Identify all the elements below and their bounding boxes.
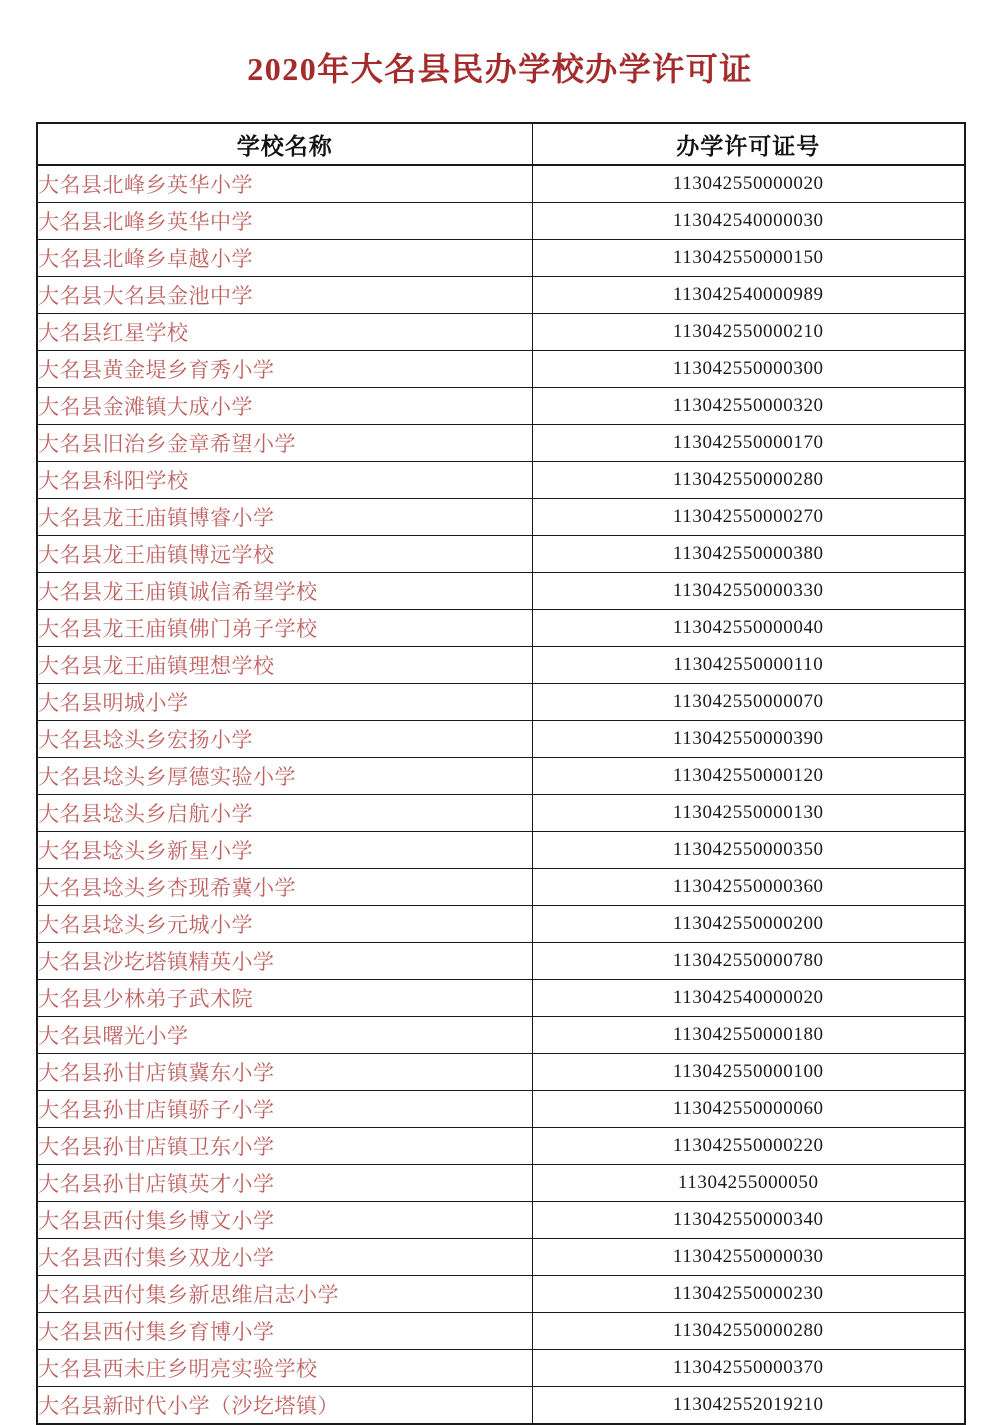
cell-school-name: 大名县少林弟子武术院 [37,980,532,1017]
table-row [37,462,965,499]
cell-school-name: 大名县孙甘店镇卫东小学 [37,1128,532,1165]
cell-license-no: 113042550000110 [532,647,965,684]
cell-license-no: 113042550000220 [532,1128,965,1165]
table-row [37,943,965,980]
table-row [37,425,965,462]
table-row [37,758,965,795]
cell-school-name: 大名县大名县金池中学 [37,277,532,314]
table-row [37,684,965,721]
table-header [37,123,965,165]
cell-license-no: 113042550000280 [532,1313,965,1350]
cell-school-name: 大名县北峰乡英华中学 [37,203,532,240]
cell-license-no: 113042550000150 [532,240,965,277]
cell-license-no: 113042550000040 [532,610,965,647]
cell-license-no: 113042550000200 [532,906,965,943]
cell-license-no: 113042550000320 [532,388,965,425]
table-row [37,499,965,536]
cell-school-name: 大名县孙甘店镇英才小学 [37,1165,532,1202]
table-row [37,1054,965,1091]
table-row [37,610,965,647]
cell-license-no: 113042550000180 [532,1017,965,1054]
cell-school-name: 大名县西付集乡博文小学 [37,1202,532,1239]
table-row [37,388,965,425]
cell-school-name: 大名县金滩镇大成小学 [37,388,532,425]
table-row [37,1017,965,1054]
page-title: 2020年大名县民办学校办学许可证 [247,51,753,87]
cell-license-no: 113042550000210 [532,314,965,351]
cell-school-name: 大名县龙王庙镇博睿小学 [37,499,532,536]
cell-school-name: 大名县龙王庙镇佛门弟子学校 [37,610,532,647]
cell-school-name: 大名县西付集乡育博小学 [37,1313,532,1350]
table-row [37,165,965,203]
cell-license-no: 113042550000360 [532,869,965,906]
cell-license-no: 113042552019210 [532,1387,965,1425]
table-row [37,277,965,314]
cell-school-name: 大名县埝头乡杏现希冀小学 [37,869,532,906]
cell-license-no: 113042550000020 [532,165,965,203]
cell-school-name: 大名县埝头乡元城小学 [37,906,532,943]
cell-license-no: 113042550000340 [532,1202,965,1239]
table-row [37,1202,965,1239]
cell-school-name: 大名县埝头乡宏扬小学 [37,721,532,758]
table-row [37,980,965,1017]
cell-license-no: 113042550000070 [532,684,965,721]
table-row [37,351,965,388]
cell-license-no: 113042550000280 [532,462,965,499]
cell-license-no: 113042550000780 [532,943,965,980]
cell-license-no: 113042550000170 [532,425,965,462]
table-row [37,832,965,869]
cell-license-no: 113042550000060 [532,1091,965,1128]
cell-license-no: 113042550000230 [532,1276,965,1313]
cell-license-no: 113042550000100 [532,1054,965,1091]
table-body [37,165,965,1424]
cell-school-name: 大名县新时代小学（沙圪塔镇） [37,1387,532,1425]
cell-license-no: 113042550000270 [532,499,965,536]
table-row [37,1276,965,1313]
table-row [37,573,965,610]
cell-school-name: 大名县埝头乡启航小学 [37,795,532,832]
cell-license-no: 113042540000989 [532,277,965,314]
table-row [37,1350,965,1387]
table-row [37,1128,965,1165]
cell-school-name: 大名县西未庄乡明亮实验学校 [37,1350,532,1387]
column-header-license-no: 办学许可证号 [532,123,965,165]
cell-school-name: 大名县西付集乡新思维启志小学 [37,1276,532,1313]
cell-school-name: 大名县黄金堤乡育秀小学 [37,351,532,388]
cell-school-name: 大名县孙甘店镇冀东小学 [37,1054,532,1091]
table-row [37,795,965,832]
license-table [36,122,966,1425]
table-row [37,647,965,684]
column-header-school-name: 学校名称 [37,123,532,165]
cell-license-no: 113042550000030 [532,1239,965,1276]
table-row [37,1387,965,1425]
cell-license-no: 113042550000390 [532,721,965,758]
cell-school-name: 大名县西付集乡双龙小学 [37,1239,532,1276]
cell-license-no: 113042550000130 [532,795,965,832]
cell-license-no: 113042550000350 [532,832,965,869]
cell-school-name: 大名县科阳学校 [37,462,532,499]
cell-school-name: 大名县北峰乡英华小学 [37,165,532,203]
cell-license-no: 113042550000330 [532,573,965,610]
cell-license-no: 113042540000030 [532,203,965,240]
table-row [37,314,965,351]
cell-license-no: 113042550000120 [532,758,965,795]
cell-license-no: 113042540000020 [532,980,965,1017]
table-row [37,869,965,906]
table-row [37,1313,965,1350]
table-row [37,1091,965,1128]
cell-school-name: 大名县孙甘店镇骄子小学 [37,1091,532,1128]
cell-license-no: 11304255000050 [532,1165,965,1202]
cell-license-no: 113042550000370 [532,1350,965,1387]
cell-school-name: 大名县旧治乡金章希望小学 [37,425,532,462]
cell-school-name: 大名县龙王庙镇诚信希望学校 [37,573,532,610]
table-row [37,1239,965,1276]
cell-school-name: 大名县红星学校 [37,314,532,351]
cell-school-name: 大名县龙王庙镇博远学校 [37,536,532,573]
cell-school-name: 大名县埝头乡新星小学 [37,832,532,869]
cell-school-name: 大名县北峰乡卓越小学 [37,240,532,277]
cell-school-name: 大名县龙王庙镇理想学校 [37,647,532,684]
table-container [36,90,964,1425]
cell-license-no: 113042550000380 [532,536,965,573]
cell-school-name: 大名县明城小学 [37,684,532,721]
cell-school-name: 大名县沙圪塔镇精英小学 [37,943,532,980]
cell-license-no: 113042550000300 [532,351,965,388]
table-row [37,906,965,943]
table-row [37,536,965,573]
table-row [37,203,965,240]
cell-school-name: 大名县曙光小学 [37,1017,532,1054]
table-header-row [37,123,965,165]
table-row [37,240,965,277]
table-row [37,1165,965,1202]
cell-school-name: 大名县埝头乡厚德实验小学 [37,758,532,795]
table-row [37,721,965,758]
